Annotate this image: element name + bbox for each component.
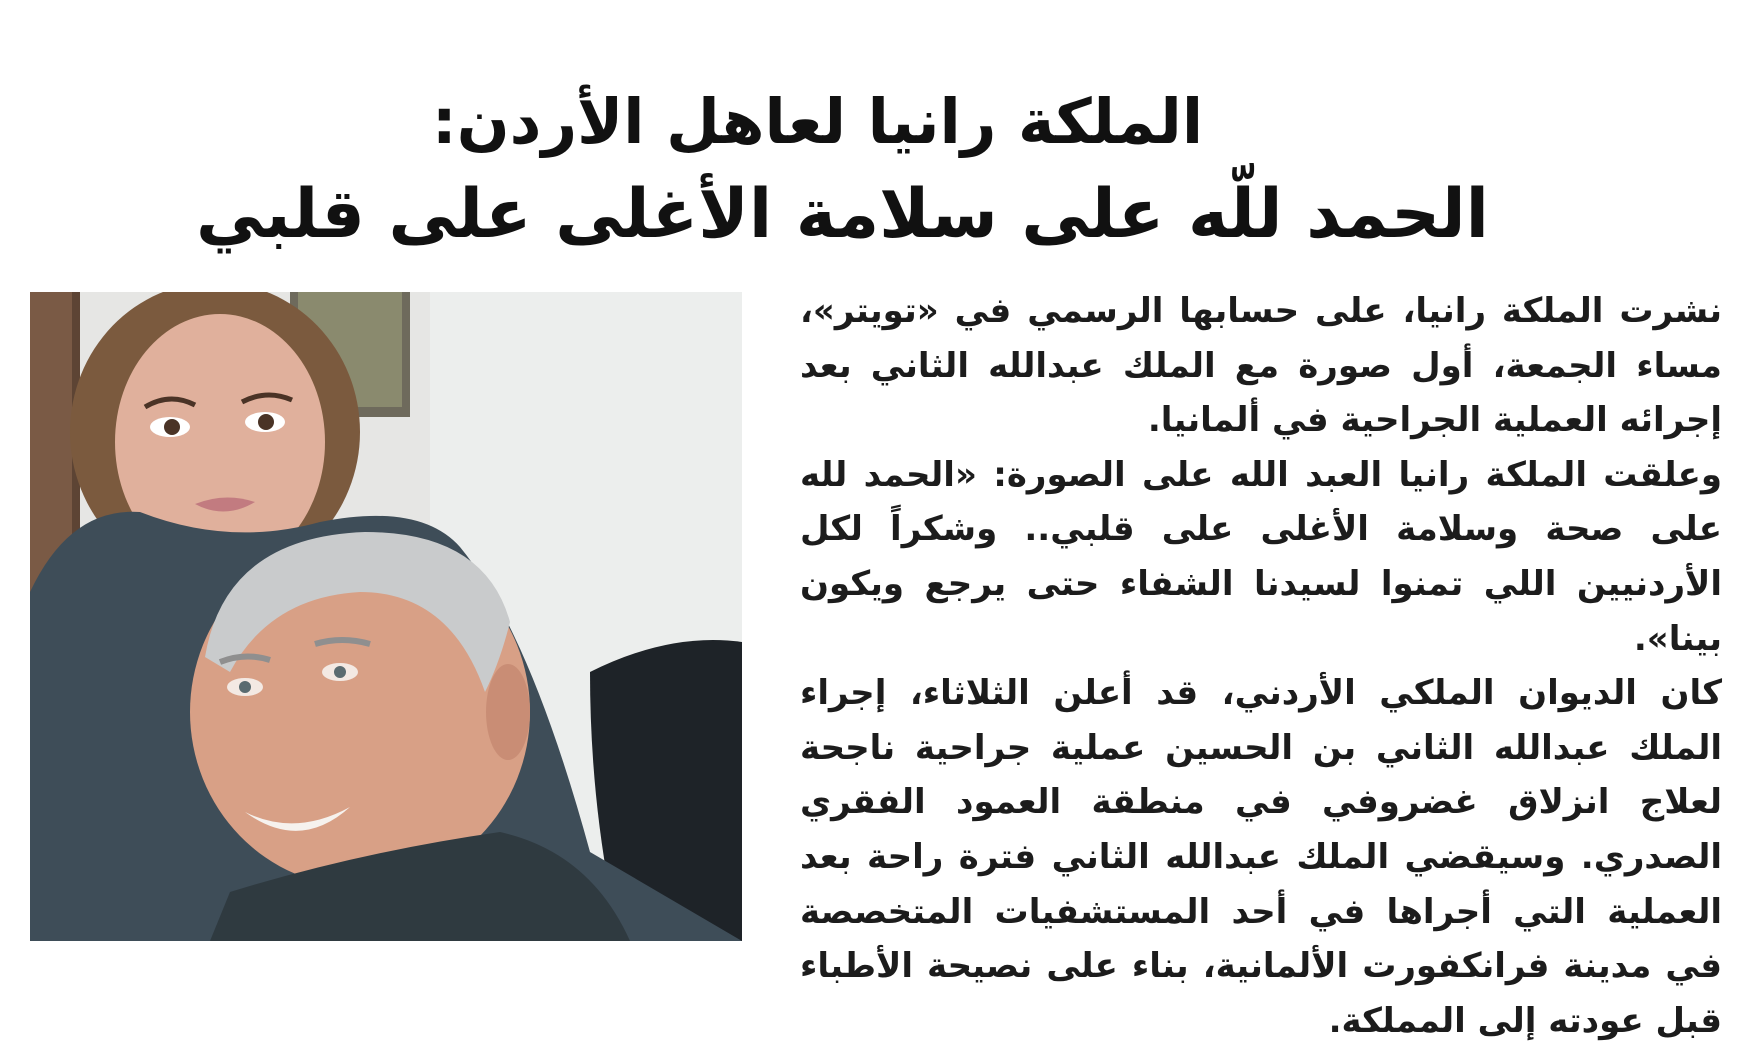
headline-line-2: الحمد للّه على سلامة الأغلى على قلبي (196, 175, 1489, 255)
article-paragraph: كان الديوان الملكي الأردني، قد أعلن الثلاثاء، إجراء الملك عبدالله الثاني بن الحسين عملية جراحية ناجحة لعلاج انزلاق غضروفي في منطقة العمود الفقري الصدري. وسيقضي الملك عبدالله الثاني فترة راحة بعد العملية التي أجراها في أحد المستشفيات المتخصصة في مدينة فرانكفورت الألمانية، بناء على نصيحة الأطباء قبل عودته إلى المملكة. (800, 673, 1722, 1041)
headline (0, 79, 1755, 265)
headline-line-1: الملكة رانيا لعاهل الأردن: (431, 85, 1204, 159)
article-paragraph: نشرت الملكة رانيا، على حسابها الرسمي في «تويتر»، مساء الجمعة، أول صورة مع الملك عبدالله الثاني بعد إجرائه العملية الجراحية في ألمانيا. (800, 291, 1722, 441)
article-paragraph: وعلقت الملكة رانيا العبد الله على الصورة: «الحمد لله على صحة وسلامة الأغلى على قلبي.. وشكراً لكل الأردنيين اللي تمنوا لسيدنا الشفاء حتى يرجع ويكون بينا». (800, 454, 1722, 659)
article-photo (30, 292, 742, 941)
article-body (800, 284, 1722, 1048)
